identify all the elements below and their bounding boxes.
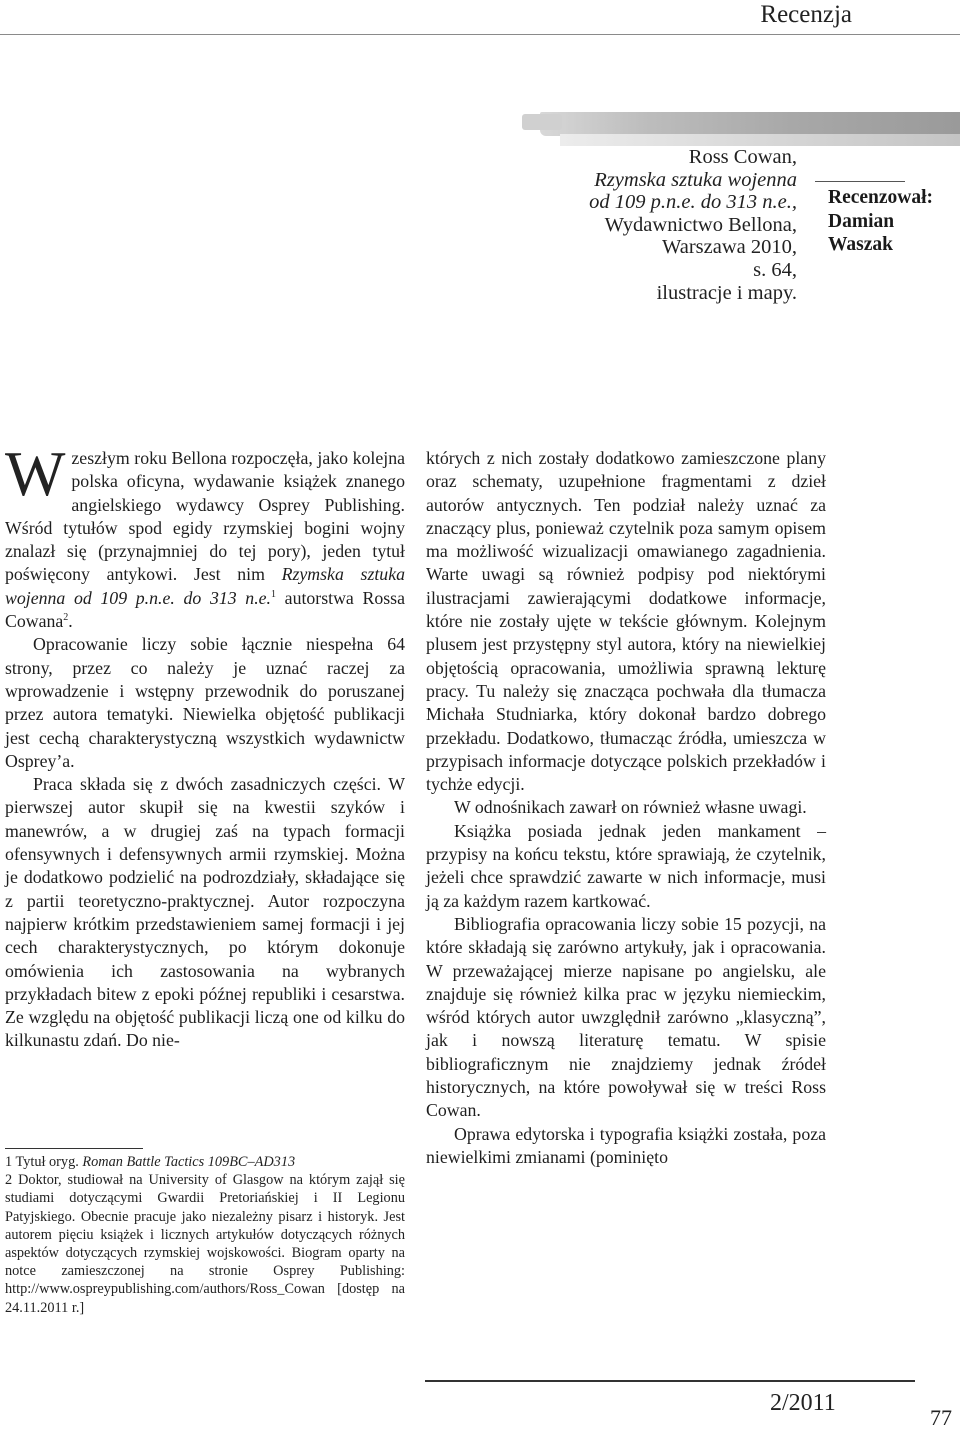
paragraph: Oprawa edytorska i typografia książki została, poza niewielkimi zmianami (pominięto [426,1123,826,1167]
footer-rule [425,1380,915,1382]
page-number: 77 [930,1405,952,1430]
book-place-year: Warszawa 2010, [662,236,797,259]
book-info [537,146,797,304]
paragraph-text: zeszłym roku Bellona rozpoczęła, jako kolejna polska oficyna, wydawanie książek znanego angielskiego wydawcy Osprey Publishing. Wśród tytułów spod egidy rzymskiej bogini wojny znalazł się (przynajmniej do tej pory), jeden tytuł poświęcony antykowi. Jest nim [5,448,405,585]
decorative-brush-band [540,112,960,136]
reviewer-block [828,186,933,257]
header-rule [0,34,960,35]
drop-cap: W [5,438,66,509]
book-title-line1: Rzymska sztuka wojenna [594,168,797,191]
reviewer-first-name: Damian [828,210,895,232]
paragraph-text: . [68,611,73,632]
reviewer-last-name: Waszak [828,234,894,255]
reviewer-label: Recenzował: [828,187,934,208]
footnote-ref-1[interactable]: 1 [270,588,276,600]
footnote-2 [5,1171,405,1317]
left-column [5,438,405,1053]
right-column [426,447,826,1169]
footnotes [5,1153,405,1317]
book-author: Ross Cowan, [688,146,797,168]
footnote-original-title: Roman Battle Tactics 109BC–AD313 [82,1154,296,1170]
footnote-number: 2 [5,1172,13,1189]
section-title: Recenzja [760,1,852,28]
issue-number: 2/2011 [770,1390,836,1416]
paragraph [5,438,405,633]
reviewer-rule [815,181,905,182]
paragraph-text: autorstwa Rossa Cowana [5,587,405,632]
footnote-text: Doktor, studiował na University of Glasgow na którym zajął się studiami dotyczącymi Gwardii Pretoriańskiej i II Legionu Patyjskiego. Obecnie pracuje jako niezależny pisarz i historyk. Jest autorem pięciu książek i licznych artykułów dotyczących różnych aspektów dotyczących rzymskiej wojskowości. Biogram oparty na notce zamieszczonej na stronie Osprey Publishing: http://www.ospreypublishing.com/authors/Ross_Cowan [dostęp na 24.11.2011 r.] [5,1172,405,1316]
paragraph: Opracowanie liczy sobie łącznie niespełna 64 strony, przez co należy je uznać raczej za wprowadzenie i wstępny przewodnik do poruszanej przez autora tematyki. Niewielka objętość publikacji jest cechą charakterystyczną wszystkich wydawnictw Osprey’a. [5,634,405,771]
book-extras: ilustracje i mapy. [656,281,797,304]
book-pages: s. 64, [753,258,797,281]
paragraph: Książka posiada jednak jeden mankament – przypisy na końcu tekstu, które sprawiają, że czytelnik, jeżeli chce sprawdzić zawarte w nich informacje, musi ją za każdym razem kartkować. [426,820,826,911]
footnote-ref-2[interactable]: 2 [63,612,69,624]
paragraph: Bibliografia opracowania liczy sobie 15 pozycji, na które składają się zarówno artykuły, jak i opracowania. W przeważającej mierze napisane po angielsku, ale znajduje się również kilka prac w języku niemieckim, wśród których autor uwzględnił zarówno „klasyczną”, jak i nowszą literaturę tematu. W spisie bibliograficznym nie znajdziemy jednak źródeł historycznych, na które powoływał się w treści Ross Cowan. [426,913,826,1121]
paragraph: Praca składa się z dwóch zasadniczych części. W pierwszej autor skupił się na kwestii szyków i manewrów, a w drugiej zaś na typach formacji ofensywnych i defensywnych armii rzymskiej. Można je dodatkowo podzielić na podrozdziały, składające się z partii teoretyczno-praktycznej. Autor rozpoczyna najpierw krótkim przedstawieniem samej formacji i jej cech charakterystycznych, po którym dokonuje omówienia ich zastosowania na wybranych przykładach bitew z epoki późnej republiki i cesarstwa. Ze względu na objętość publikacji liczą one od kilku do kilkunastu zdań. Do nie- [5,774,405,1051]
book-title-inline: Rzymska sztuka wojenna od 109 p.n.e. do 313 n.e. [5,564,405,608]
book-title-line2: od 109 p.n.e. do 313 n.e., [589,191,797,214]
paragraph: W odnośnikach zawarł on również własne uwagi. [454,797,807,818]
book-publisher: Wydawnictwo Bellona, [604,213,797,236]
footnote-number: 1 [5,1154,13,1170]
footnote-rule [5,1148,143,1149]
footnote-text: Tytuł oryg. [12,1154,83,1170]
paragraph: których z nich zostały dodatkowo zamieszczone plany oraz schematy, uzupełnione fragmentami z dzieł autorów antycznych. Ten podział należy uznać za znaczący plus, ponieważ czytelnik poza samym opisem ma możliwość wizualizacji omawianego zagadnienia. Warte uwagi są również podpisy pod niektórymi ilustracjami zawierającymi dodatkowe informacje, które nie zostały ujęte w tekście głównym. Kolejnym plusem jest przystępny styl autora, który na niewielkiej objętością opracowania, umożliwia sprawną lekturę pracy. Tu należy się znacząca pochwała dla tłumacza Michała Studniarka, który dokonał bardzo dobrego przekładu. Dodatkowo, tłumacząc źródła, umieszcza w przypisach informacje dotyczące polskich przekładów i tychże edycji. [426,448,826,795]
footnote-1 [5,1153,405,1171]
decorative-brush-band-shadow [560,134,960,146]
